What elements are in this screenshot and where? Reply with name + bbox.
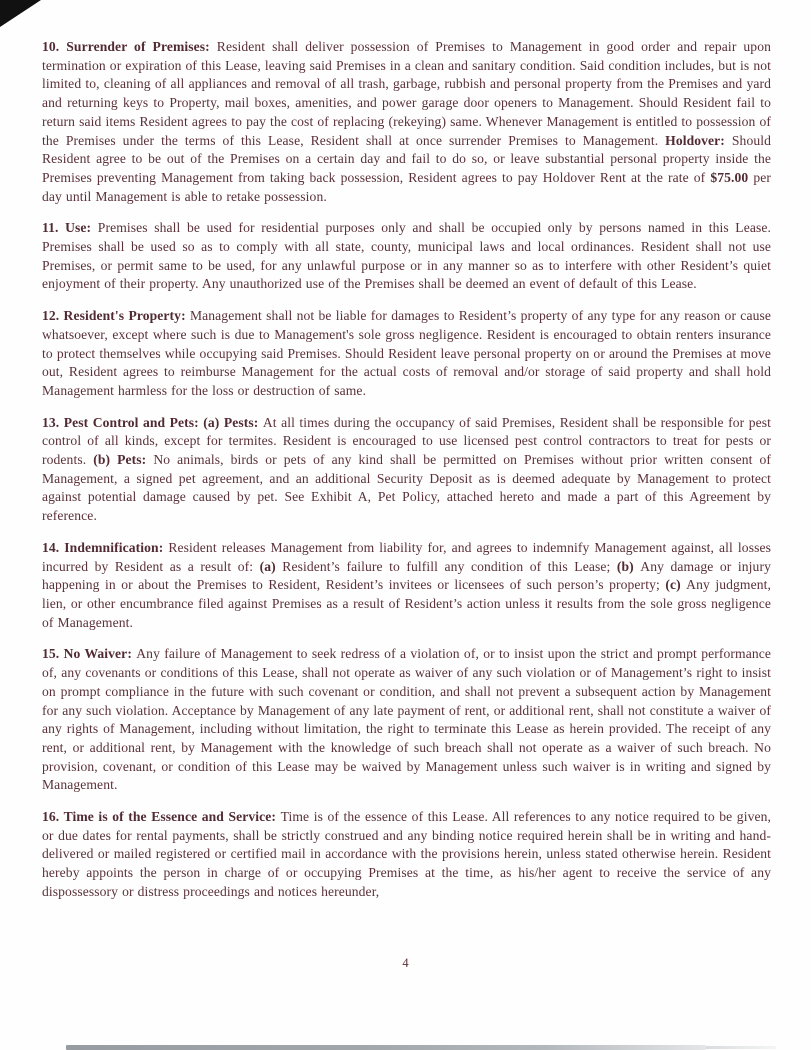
bold-text-segment: (b) Pets: <box>93 452 154 468</box>
scan-edge-artifact-tail <box>706 1046 776 1049</box>
lease-paragraph <box>42 38 771 206</box>
bold-text-segment: 14. Indemnification: <box>42 539 169 555</box>
lease-paragraph <box>42 307 771 401</box>
bold-text-segment: 12. Resident's Property: <box>42 308 190 324</box>
text-segment: Time is of the essence of this Lease. All references to any notice required to be given, or due dates for rental payments, shall be strictly construed and any binding notice required herein shall be in writing and hand-delivered or mailed registered or certified mail in accordance with the provisions herein, unless stated otherwise herein. Resident hereby appoints the person in charge of or occupying Premises at the time, as his/her agent to receive the service of any dispossessory or distress proceedings and notices hereunder, <box>42 809 771 899</box>
lease-paragraph <box>42 414 771 526</box>
bold-text-segment: 15. No Waiver: <box>42 646 137 662</box>
text-segment: No animals, birds or pets of any kind shall be permitted on Premises without prior written consent of Management, a signed pet agreement, and an additional Security Deposit as is deemed adequate by Management to protect against potential damage caused by pet. See Exhibit A, Pet Policy, attached hereto and made a part of this Agreement by reference. <box>42 452 772 524</box>
lease-paragraph <box>42 219 771 294</box>
scan-edge-artifact <box>66 1045 706 1050</box>
bold-text-segment: (a) <box>259 558 283 574</box>
lease-paragraph <box>42 539 771 633</box>
bold-text-segment: (c) <box>665 577 687 593</box>
bold-text-segment: Holdover: <box>665 132 732 148</box>
bold-text-segment: 11. Use: <box>42 220 98 236</box>
text-segment: Any failure of Management to seek redress of a violation of, or to insist upon the strict and prompt performance of, any covenants or conditions of this Lease, shall not operate as waiver of any such violation or of Management’s right to insist on prompt compliance in the future with such covenant or condition, and shall not prevent a subsequent action by Management for any such violation. Acceptance by Management of any late payment of rent, or additional rent, shall not constitute a waiver of any rights of Management, including without limitation, the right to terminate this Lease as herein provided. The receipt of any rent, or additional rent, by Management with the knowledge of such breach shall not operate as a waiver of such breach. No provision, covenant, or condition of this Lease may be waived by Management unless such waiver is in writing and signed by Management. <box>42 646 771 793</box>
page-number: 4 <box>402 956 409 970</box>
text-segment: Any damage or injury happening in or about the Premises to Resident, Resident’s invitees or licensees of such person’s property; <box>42 558 771 593</box>
text-segment: At all times during the occupancy of said Premises, Resident shall be responsible for pest control of all kinds, except for termites. Resident is encouraged to use licensed pest control contractors to treat for pests or rodents. <box>42 414 771 468</box>
text-segment: Premises shall be used for residential purposes only and shall be occupied only by persons named in this Lease. Premises shall be used so as to comply with all state, county, municipal laws and local ordinances. Resident shall not use Premises, or permit same to be used, for any unlawful purpose or in any manner so as to interfere with other Resident’s quiet enjoyment of their property. Any unauthorized use of the Premises shall be deemed an event of default of this Lease. <box>42 220 772 292</box>
bold-text-segment: 13. Pest Control and Pets: (a) Pests: <box>42 414 263 430</box>
text-segment: Resident shall deliver possession of Premises to Management in good order and repair upon termination or expiration of this Lease, leaving said Premises in a clean and sanitary condition. Said condition includes, but is not limited to, cleaning of all appliances and removal of all trash, garbage, rubbish and personal property from the Premises and yard and returning keys to Property, mail boxes, amenities, and power garage door openers to Management. Should Resident fail to return said items Resident agrees to pay the cost of replacing (rekeying) same. Whenever Management is entitled to possession of the Premises under the terms of this Lease, Resident shall at once surrender Premises to Management. <box>42 39 771 148</box>
bold-text-segment: (b) <box>616 558 641 574</box>
text-segment: Any judgment, lien, or other encumbrance filed against Premises as a result of Resident’s action unless it results from the sole gross negligence of Management. <box>42 577 771 630</box>
text-segment: Management shall not be liable for damages to Resident’s property of any type for any reason or cause whatsoever, except where such is due to Management's sole gross negligence. Resident is encouraged to obtain renters insurance to protect themselves while occupying said Premises. Should Resident leave personal property on or around the Premises at move out, Resident agrees to reimburse Management for the actual costs of removal and/or storage of said property and shall hold Management harmless for the loss or destruction of same. <box>42 308 771 398</box>
bold-text-segment: 10. Surrender of Premises: <box>42 39 217 54</box>
bold-text-segment: $75.00 <box>710 169 749 185</box>
scan-corner-fold-artifact <box>0 0 41 27</box>
text-segment: Should Resident agree to be out of the Premises on a certain day and fail to do so, or leave substantial personal property inside the Premises preventing Management from taking back possession, Resident agrees to pay Holdover Rent at the rate of <box>42 132 772 185</box>
text-segment: Resident releases Management from liability for, and agrees to indemnify Management against, all losses incurred by Resident as a result of: <box>42 539 771 574</box>
lease-paragraph <box>42 808 771 902</box>
document-body <box>42 38 771 915</box>
lease-paragraph <box>42 645 771 795</box>
bold-text-segment: 16. Time is of the Essence and Service: <box>42 809 281 825</box>
text-segment: Resident’s failure to fulfill any condition of this Lease; <box>282 558 617 574</box>
text-segment: per day until Management is able to retake possession. <box>42 169 772 204</box>
